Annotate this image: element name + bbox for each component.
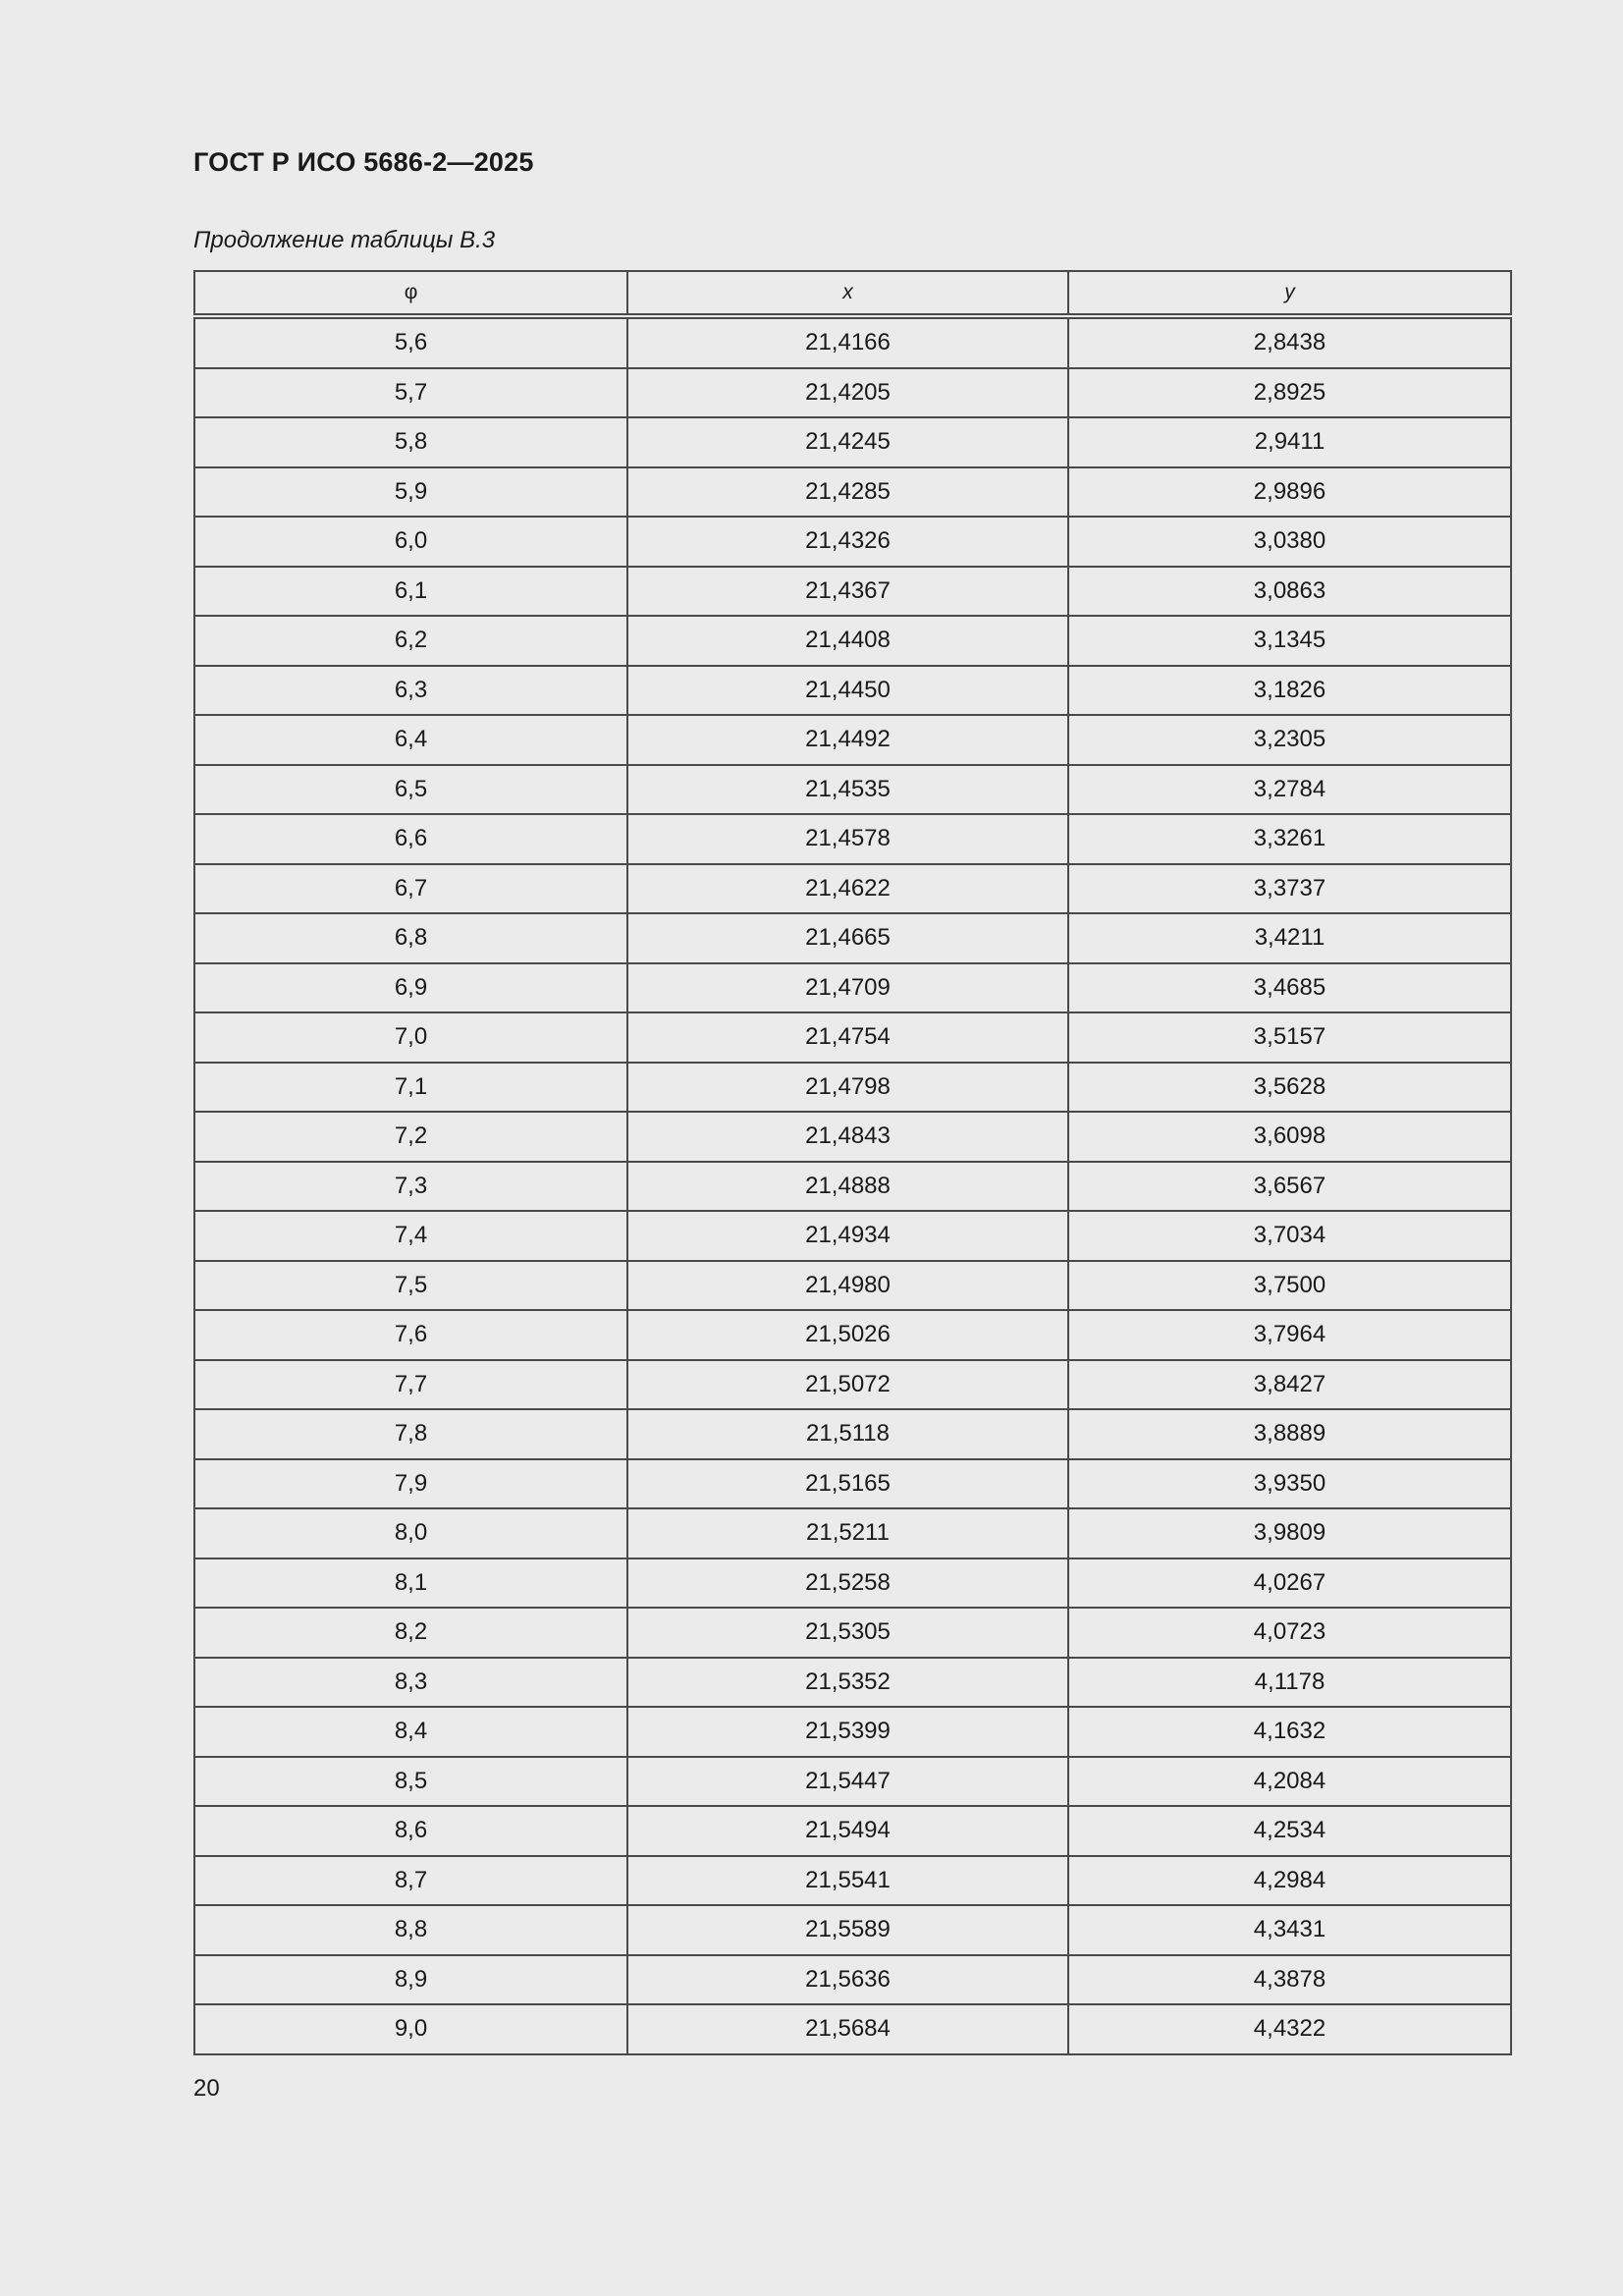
cell-y: 2,8925	[1068, 368, 1511, 418]
table-row	[194, 1360, 1511, 1410]
table-row	[194, 368, 1511, 418]
table-row	[194, 1162, 1511, 1212]
cell-y: 3,2305	[1068, 715, 1511, 765]
table-row	[194, 666, 1511, 716]
cell-phi: 6,2	[194, 616, 627, 666]
cell-x: 21,4408	[627, 616, 1068, 666]
table-row	[194, 1112, 1511, 1162]
cell-y: 4,4322	[1068, 2004, 1511, 2054]
table-row	[194, 1856, 1511, 1906]
cell-y: 3,0863	[1068, 567, 1511, 617]
cell-phi: 8,7	[194, 1856, 627, 1906]
table-row	[194, 2004, 1511, 2054]
cell-y: 3,6567	[1068, 1162, 1511, 1212]
table-row	[194, 467, 1511, 518]
table-row	[194, 1905, 1511, 1955]
cell-phi: 8,6	[194, 1806, 627, 1856]
cell-phi: 7,7	[194, 1360, 627, 1410]
cell-x: 21,4245	[627, 417, 1068, 467]
cell-y: 2,8438	[1068, 316, 1511, 368]
cell-y: 3,5157	[1068, 1012, 1511, 1063]
page-number: 20	[193, 2075, 220, 2102]
cell-x: 21,4535	[627, 765, 1068, 815]
cell-y: 3,3261	[1068, 814, 1511, 864]
cell-y: 3,9350	[1068, 1459, 1511, 1509]
cell-y: 3,4685	[1068, 963, 1511, 1013]
column-header-phi: φ	[194, 271, 627, 316]
cell-phi: 8,2	[194, 1608, 627, 1658]
cell-y: 3,1826	[1068, 666, 1511, 716]
cell-x: 21,4166	[627, 316, 1068, 368]
cell-x: 21,5072	[627, 1360, 1068, 1410]
cell-x: 21,4709	[627, 963, 1068, 1013]
cell-y: 3,5628	[1068, 1063, 1511, 1113]
cell-y: 3,7034	[1068, 1211, 1511, 1261]
cell-phi: 8,1	[194, 1558, 627, 1609]
cell-phi: 5,9	[194, 467, 627, 518]
table-row	[194, 814, 1511, 864]
cell-x: 21,4843	[627, 1112, 1068, 1162]
cell-phi: 8,9	[194, 1955, 627, 2005]
table-row	[194, 1211, 1511, 1261]
cell-phi: 6,4	[194, 715, 627, 765]
cell-phi: 8,5	[194, 1757, 627, 1807]
table-row	[194, 765, 1511, 815]
table-row	[194, 1806, 1511, 1856]
cell-phi: 6,1	[194, 567, 627, 617]
table-row	[194, 1261, 1511, 1311]
cell-phi: 7,2	[194, 1112, 627, 1162]
cell-y: 4,0267	[1068, 1558, 1511, 1609]
cell-x: 21,4665	[627, 913, 1068, 963]
cell-phi: 8,4	[194, 1707, 627, 1757]
table-row	[194, 316, 1511, 368]
cell-phi: 6,0	[194, 517, 627, 567]
cell-phi: 7,3	[194, 1162, 627, 1212]
cell-y: 3,2784	[1068, 765, 1511, 815]
cell-y: 3,8427	[1068, 1360, 1511, 1410]
table-row	[194, 1707, 1511, 1757]
cell-phi: 6,9	[194, 963, 627, 1013]
cell-x: 21,4285	[627, 467, 1068, 518]
table-row	[194, 1409, 1511, 1459]
column-header-x: x	[627, 271, 1068, 316]
cell-phi: 8,3	[194, 1658, 627, 1708]
cell-x: 21,4622	[627, 864, 1068, 914]
table-row	[194, 1063, 1511, 1113]
cell-y: 4,2534	[1068, 1806, 1511, 1856]
cell-y: 3,3737	[1068, 864, 1511, 914]
cell-y: 4,1178	[1068, 1658, 1511, 1708]
cell-x: 21,5305	[627, 1608, 1068, 1658]
cell-y: 3,1345	[1068, 616, 1511, 666]
cell-y: 3,0380	[1068, 517, 1511, 567]
table-row	[194, 963, 1511, 1013]
cell-x: 21,5118	[627, 1409, 1068, 1459]
cell-y: 3,8889	[1068, 1409, 1511, 1459]
document-header: ГОСТ Р ИСО 5686-2—2025	[193, 147, 534, 177]
cell-y: 3,6098	[1068, 1112, 1511, 1162]
cell-x: 21,5165	[627, 1459, 1068, 1509]
data-table	[193, 270, 1512, 2055]
cell-y: 4,2984	[1068, 1856, 1511, 1906]
cell-phi: 5,7	[194, 368, 627, 418]
cell-phi: 6,7	[194, 864, 627, 914]
table-row	[194, 567, 1511, 617]
table-row	[194, 616, 1511, 666]
table-row	[194, 1310, 1511, 1360]
cell-phi: 7,9	[194, 1459, 627, 1509]
cell-x: 21,4205	[627, 368, 1068, 418]
cell-x: 21,4492	[627, 715, 1068, 765]
cell-y: 3,7500	[1068, 1261, 1511, 1311]
table-header-row	[194, 271, 1511, 316]
cell-x: 21,4980	[627, 1261, 1068, 1311]
cell-phi: 7,8	[194, 1409, 627, 1459]
cell-x: 21,5352	[627, 1658, 1068, 1708]
table-row	[194, 1558, 1511, 1609]
cell-phi: 8,0	[194, 1508, 627, 1558]
cell-phi: 5,6	[194, 316, 627, 368]
table-row	[194, 517, 1511, 567]
cell-y: 3,7964	[1068, 1310, 1511, 1360]
table-row	[194, 864, 1511, 914]
table-row	[194, 1012, 1511, 1063]
cell-phi: 7,0	[194, 1012, 627, 1063]
cell-phi: 8,8	[194, 1905, 627, 1955]
cell-x: 21,4888	[627, 1162, 1068, 1212]
cell-x: 21,4326	[627, 517, 1068, 567]
cell-y: 2,9411	[1068, 417, 1511, 467]
cell-x: 21,4367	[627, 567, 1068, 617]
cell-phi: 7,6	[194, 1310, 627, 1360]
cell-phi: 6,3	[194, 666, 627, 716]
cell-x: 21,5541	[627, 1856, 1068, 1906]
cell-phi: 5,8	[194, 417, 627, 467]
table-row	[194, 1508, 1511, 1558]
cell-x: 21,5447	[627, 1757, 1068, 1807]
table-row	[194, 715, 1511, 765]
cell-x: 21,5684	[627, 2004, 1068, 2054]
cell-y: 3,9809	[1068, 1508, 1511, 1558]
table-row	[194, 1955, 1511, 2005]
cell-y: 4,0723	[1068, 1608, 1511, 1658]
cell-phi: 7,4	[194, 1211, 627, 1261]
cell-phi: 6,6	[194, 814, 627, 864]
cell-x: 21,4934	[627, 1211, 1068, 1261]
cell-x: 21,5211	[627, 1508, 1068, 1558]
cell-phi: 6,8	[194, 913, 627, 963]
cell-y: 4,3878	[1068, 1955, 1511, 2005]
cell-phi: 6,5	[194, 765, 627, 815]
column-header-y: y	[1068, 271, 1511, 316]
table-row	[194, 1459, 1511, 1509]
cell-x: 21,5636	[627, 1955, 1068, 2005]
table-body	[194, 316, 1511, 2054]
cell-y: 4,1632	[1068, 1707, 1511, 1757]
table-row	[194, 913, 1511, 963]
cell-x: 21,5589	[627, 1905, 1068, 1955]
table-row	[194, 1757, 1511, 1807]
cell-y: 4,3431	[1068, 1905, 1511, 1955]
cell-x: 21,4578	[627, 814, 1068, 864]
cell-x: 21,4450	[627, 666, 1068, 716]
table-header	[194, 271, 1511, 316]
table-row	[194, 1658, 1511, 1708]
cell-x: 21,5399	[627, 1707, 1068, 1757]
cell-phi: 7,5	[194, 1261, 627, 1311]
cell-phi: 7,1	[194, 1063, 627, 1113]
table-caption: Продолжение таблицы В.3	[193, 227, 496, 253]
cell-x: 21,4754	[627, 1012, 1068, 1063]
cell-y: 4,2084	[1068, 1757, 1511, 1807]
cell-y: 2,9896	[1068, 467, 1511, 518]
cell-x: 21,5258	[627, 1558, 1068, 1609]
cell-y: 3,4211	[1068, 913, 1511, 963]
table-row	[194, 417, 1511, 467]
cell-x: 21,5026	[627, 1310, 1068, 1360]
cell-x: 21,5494	[627, 1806, 1068, 1856]
cell-x: 21,4798	[627, 1063, 1068, 1113]
cell-phi: 9,0	[194, 2004, 627, 2054]
table-row	[194, 1608, 1511, 1658]
